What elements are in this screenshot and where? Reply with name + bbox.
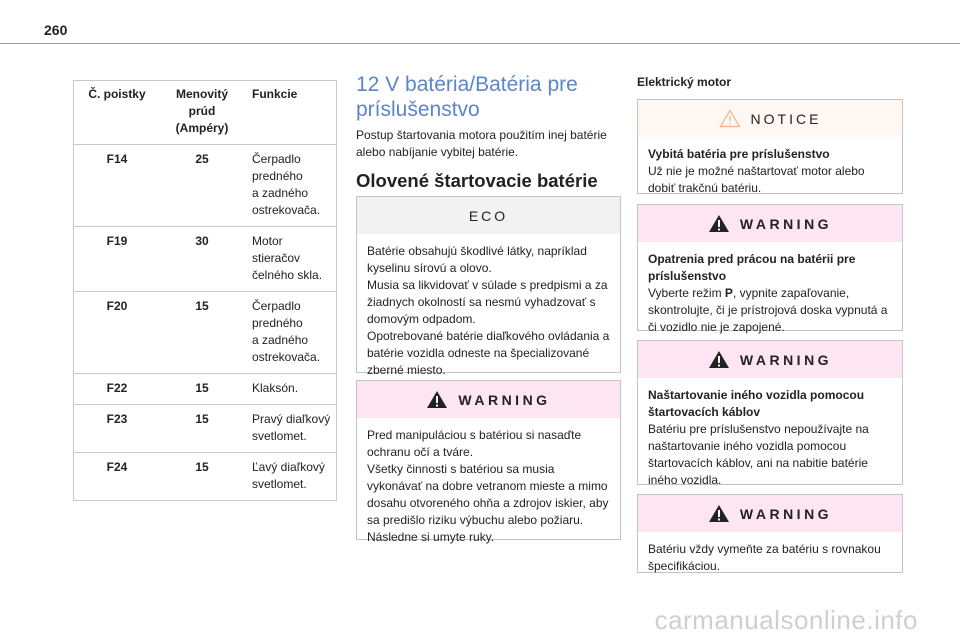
notice-box-header: [638, 100, 902, 137]
warning-box-precautions: [637, 204, 903, 334]
table-row: [74, 227, 337, 292]
warning-box-header: [357, 381, 620, 418]
col-header-fuse-number: Č. poistky: [74, 81, 161, 145]
eco-label: ECO: [468, 207, 509, 224]
fuse-function: Motor stieračov čelného skla.: [244, 227, 337, 292]
fuse-function: Ľavý diaľkový svetlomet.: [244, 453, 337, 501]
fuse-number: F19: [74, 227, 161, 292]
warning-icon: [708, 350, 730, 369]
warning-box: [356, 380, 621, 544]
electric-motor-title: Elektrický motor: [637, 75, 732, 89]
eco-box: [356, 196, 621, 377]
mode-p-label: P: [724, 286, 733, 300]
fuse-amperage: 25: [160, 145, 244, 227]
page-number: 260: [44, 22, 68, 38]
warning-label: WARNING: [739, 351, 833, 368]
table-row: [74, 374, 337, 405]
section-title: 12 V batéria/Batéria pre príslušenstvo: [356, 73, 578, 121]
subsection-title: Olovené štartovacie batérie: [356, 170, 598, 191]
warning-icon: [708, 504, 730, 523]
fuse-function: Čerpadlo predného a zadného ostrekovača.: [244, 145, 337, 227]
table-row: [74, 405, 337, 453]
warning-body: [638, 378, 902, 499]
warning-icon: [708, 214, 730, 233]
warning-text-before: Vyberte režim: [648, 286, 725, 300]
table-row: [74, 292, 337, 374]
warning-body: [638, 242, 902, 346]
warning-box-replacement: [637, 494, 903, 573]
notice-title: Vybitá batéria pre príslušenstvo: [648, 147, 830, 161]
header-divider: [0, 43, 960, 44]
watermark: carmanualsonline.info: [654, 605, 918, 635]
warning-text: Pred manipuláciou s batériou si nasaďte ochranu očí a tváre. Všetky činnosti s batériou sa musia vykonávať na dobre vetranom mieste a mimo dosahu otvoreného ohňa a zdrojov iskier, aby sa predišlo riziku výbuchu alebo požiaru. Následne si umyte ruky.: [367, 428, 609, 544]
table-row: [74, 453, 337, 501]
warning-text-after: , vypnite zapaľovanie, skontrolujte, či je prístrojová doska vypnutá a či vozidlo nie je zapojené.: [648, 286, 888, 334]
warning-text: Batériu vždy vymeňte za batériu s rovnakou špecifikáciou.: [648, 542, 881, 573]
warning-label: WARNING: [458, 391, 551, 408]
fuse-function: Čerpadlo predného a zadného ostrekovača.: [244, 292, 337, 374]
warning-box-header: [638, 495, 902, 532]
notice-box: [637, 99, 903, 194]
fuse-number: F23: [74, 405, 161, 453]
fuse-amperage: 15: [160, 374, 244, 405]
warning-box-header: [638, 205, 902, 242]
notice-body: [638, 137, 902, 207]
fuse-amperage: 15: [160, 292, 244, 374]
fuse-table-header-row: [74, 81, 337, 145]
fuse-function: Pravý diaľkový svetlomet.: [244, 405, 337, 453]
fuse-number: F22: [74, 374, 161, 405]
fuse-amperage: 15: [160, 405, 244, 453]
col-header-rated-current: Menovitý prúd (Ampéry): [160, 81, 244, 145]
warning-title: Naštartovanie iného vozidla pomocou štartovacích káblov: [648, 388, 865, 419]
notice-text: Už nie je možné naštartovať motor alebo dobiť trakčnú batériu.: [648, 164, 865, 195]
warning-text: Batériu pre príslušenstvo nepoužívajte na naštartovanie iného vozidla pomocou štartovacích káblov, ani na nabitie batérie iného vozidla.: [648, 422, 869, 487]
eco-text: Batérie obsahujú škodlivé látky, napríklad kyselinu sírovú a olovo. Musia sa likvidovať v súlade s predpismi a za žiadnych okolností sa nesmú vyhadzovať s domovým odpadom. Opotrebované batérie diaľkového ovládania a batérie vozidla odneste na špecializované zberné miesto.: [367, 244, 610, 377]
fuse-function: Klaksón.: [244, 374, 337, 405]
notice-icon: [719, 109, 741, 128]
fuse-number: F20: [74, 292, 161, 374]
fuse-amperage: 15: [160, 453, 244, 501]
warning-box-jump-start: [637, 340, 903, 485]
warning-box-header: [638, 341, 902, 378]
fuse-table: [73, 80, 337, 501]
warning-label: WARNING: [739, 215, 833, 232]
fuse-amperage: 30: [160, 227, 244, 292]
fuse-number: F24: [74, 453, 161, 501]
fuse-number: F14: [74, 145, 161, 227]
warning-title: Opatrenia pred prácou na batérii pre príslušenstvo: [648, 252, 856, 283]
warning-icon: [426, 390, 448, 409]
notice-label: NOTICE: [750, 110, 822, 127]
intro-text: Postup štartovania motora použitím inej batérie alebo nabíjanie vybitej batérie.: [356, 128, 607, 159]
warning-label: WARNING: [739, 505, 833, 522]
col-header-functions: Funkcie: [244, 81, 337, 145]
table-row: [74, 145, 337, 227]
eco-box-header: [357, 197, 620, 234]
